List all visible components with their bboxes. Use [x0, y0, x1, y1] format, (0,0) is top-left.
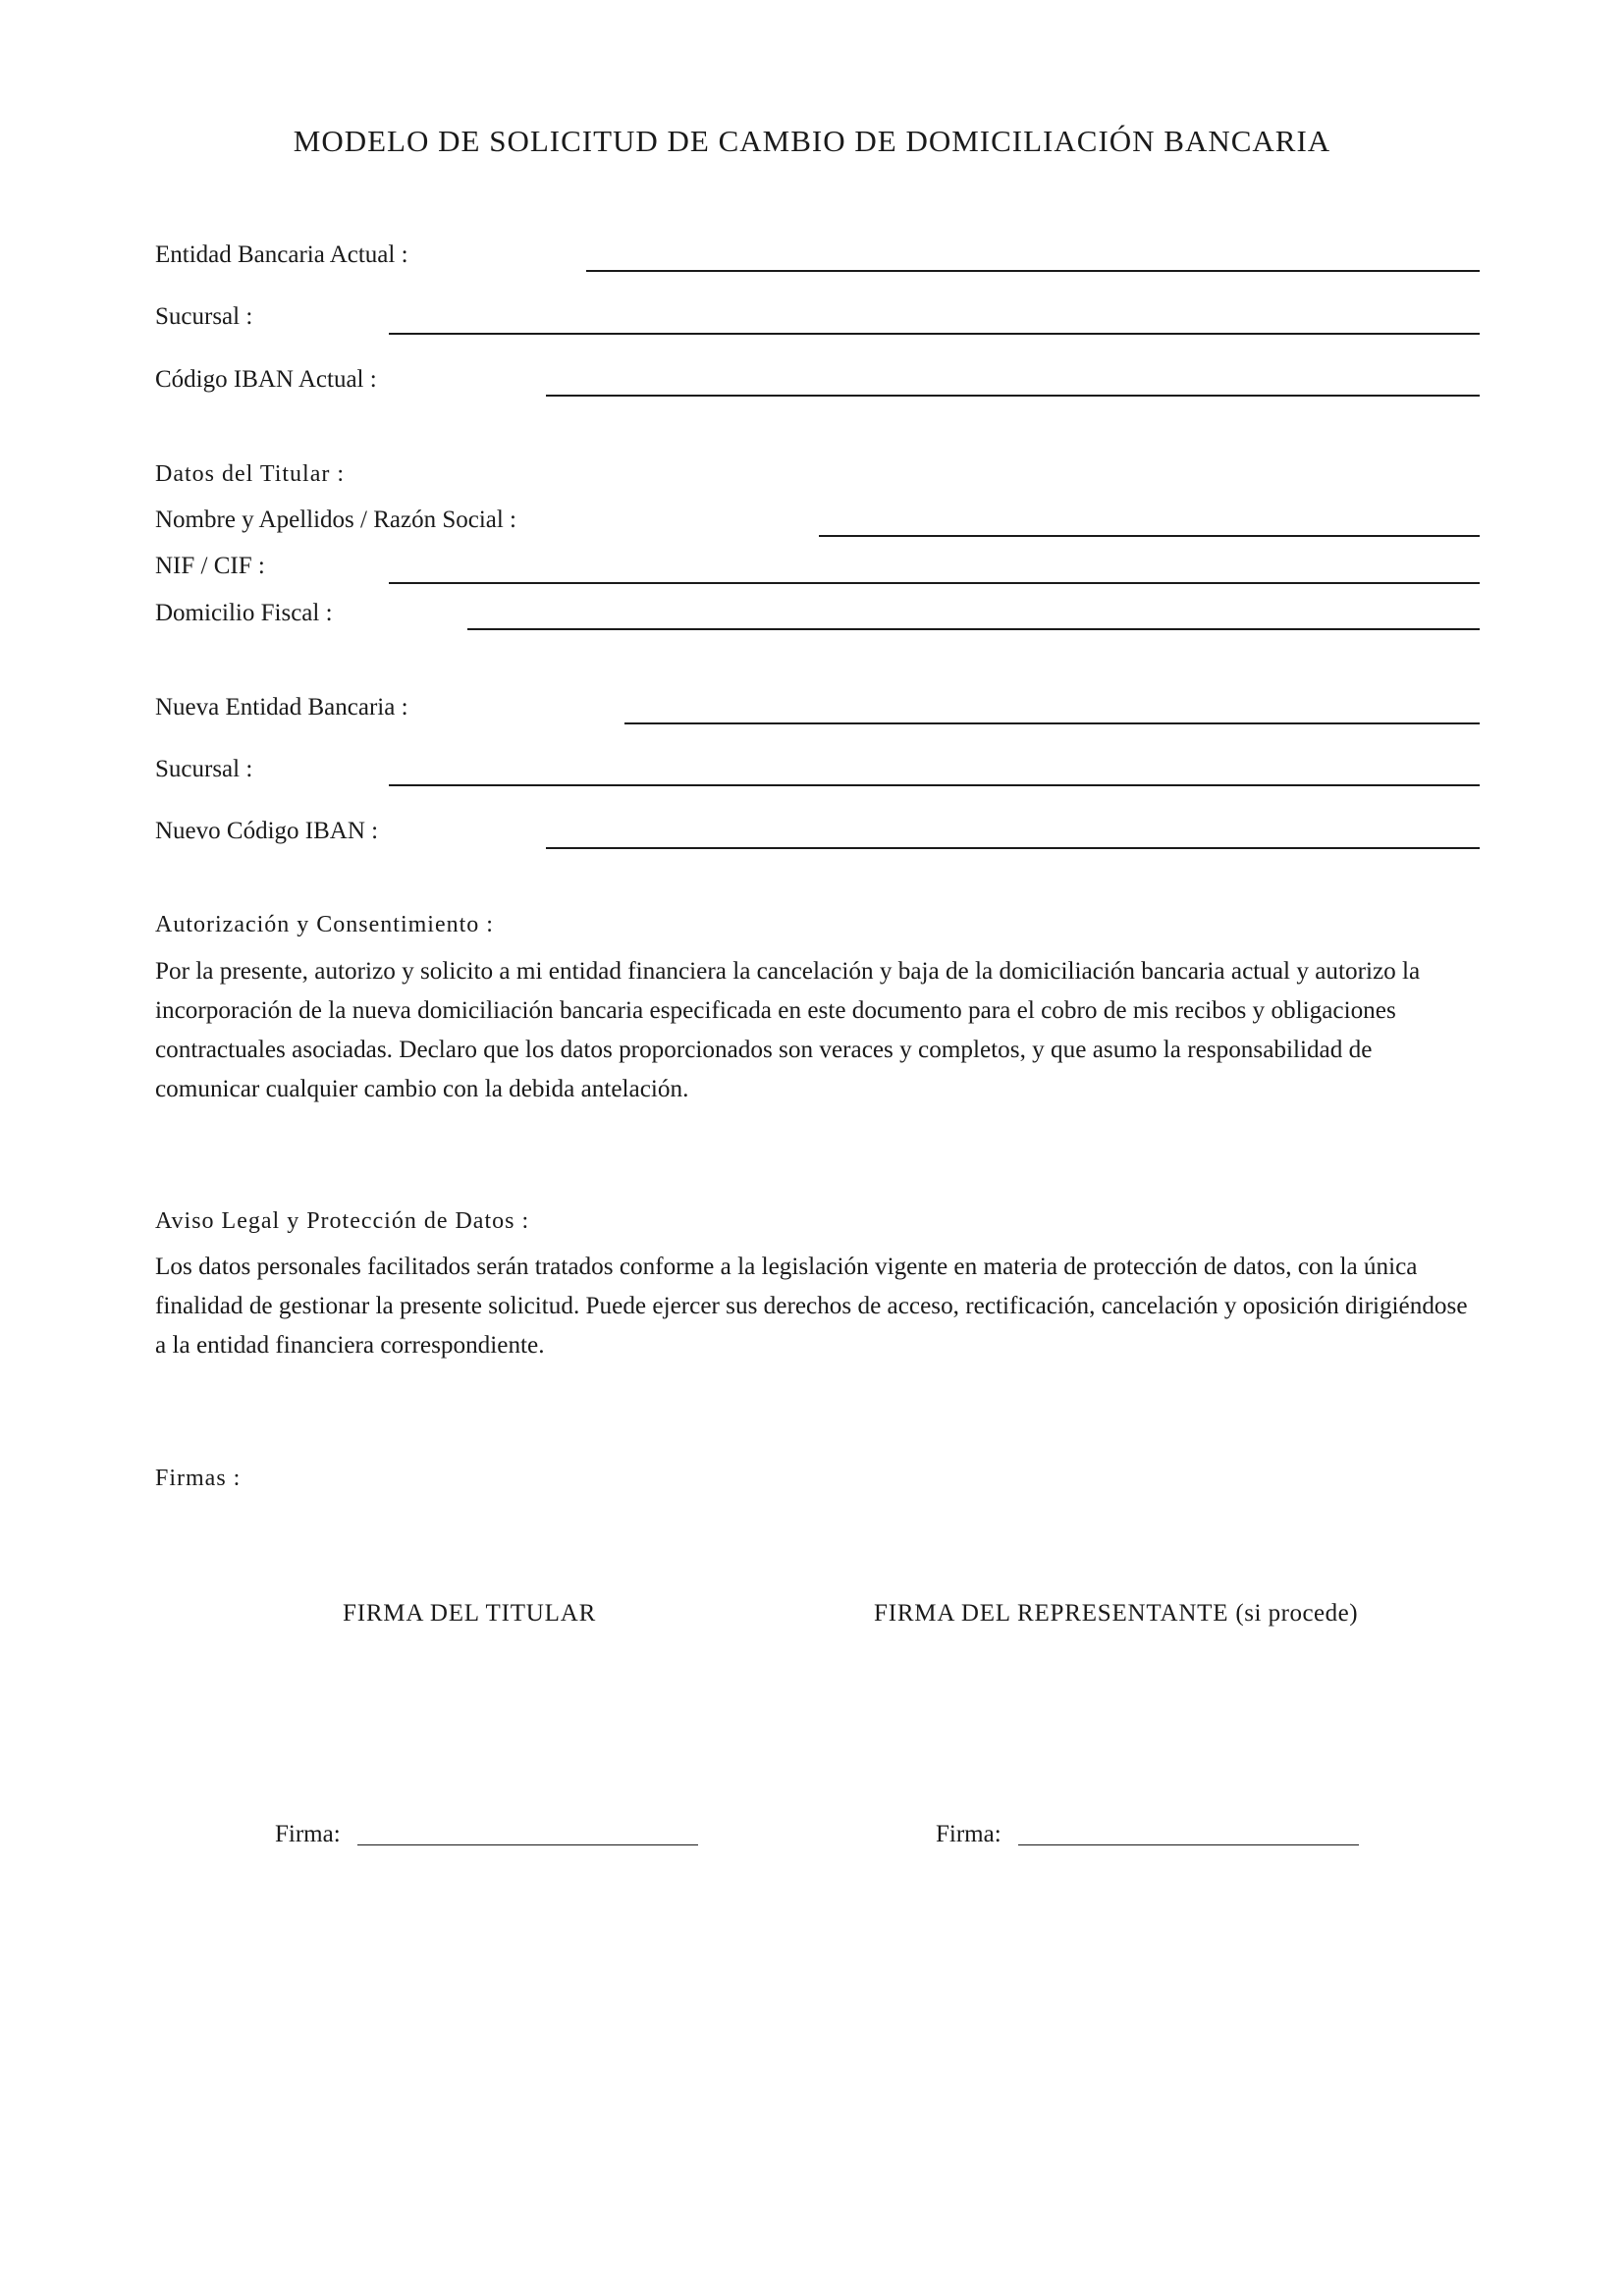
holder-nif-field[interactable]: [389, 582, 1480, 584]
authorization-heading: Autorización y Consentimiento :: [155, 912, 494, 937]
legal-heading: Aviso Legal y Protección de Datos :: [155, 1208, 530, 1234]
current-iban-label: Código IBAN Actual :: [155, 366, 377, 393]
holder-signature-line[interactable]: [357, 1844, 698, 1845]
representative-signature-line[interactable]: [1018, 1844, 1359, 1845]
holder-name-label: Nombre y Apellidos / Razón Social :: [155, 507, 517, 533]
authorization-text: Por la presente, autorizo y solicito a mi entidad financiera la cancelación y baja de la domiciliación bancaria actual y autorizo la incorporación de la nueva domiciliación bancaria especificada en este documento para el cobro de mis recibos y obligaciones contractuales asociadas. Declaro que los datos proporcionados son veraces y completos, y que asumo la responsabilidad de comunicar cualquier cambio con la debida antelación.: [155, 958, 1421, 1102]
holder-nif-label: NIF / CIF :: [155, 553, 265, 579]
current-branch-field[interactable]: [389, 333, 1480, 335]
new-branch-field[interactable]: [389, 784, 1480, 786]
new-bank-entity-field[interactable]: [624, 722, 1480, 724]
current-bank-entity-field[interactable]: [586, 270, 1480, 272]
representative-signature-heading: [874, 1598, 1358, 1629]
current-bank-entity-label: Entidad Bancaria Actual :: [155, 241, 408, 268]
legal-text: Los datos personales facilitados serán tratados conforme a la legislación vigente en materia de protección de datos, con la única finalidad de gestionar la presente solicitud. Puede ejercer sus derechos de acceso, rectificación, cancelación y oposición dirigiéndose a la entidad financiera correspondiente.: [155, 1254, 1468, 1359]
representative-signature-label: FIRMA DEL REPRESENTANTE: [874, 1600, 1229, 1627]
holder-signature-heading: FIRMA DEL TITULAR: [343, 1600, 597, 1627]
holder-heading: Datos del Titular :: [155, 461, 346, 487]
representative-firma-label: Firma:: [936, 1821, 1001, 1847]
representative-signature-note: (si procede): [1235, 1600, 1359, 1627]
holder-address-field[interactable]: [467, 628, 1480, 630]
document-title: MODELO DE SOLICITUD DE CAMBIO DE DOMICILIACIÓN BANCARIA: [293, 124, 1331, 158]
new-iban-label: Nuevo Código IBAN :: [155, 818, 379, 844]
new-iban-field[interactable]: [546, 847, 1480, 849]
signatures-heading: Firmas :: [155, 1466, 242, 1491]
holder-address-label: Domicilio Fiscal :: [155, 600, 333, 626]
current-branch-label: Sucursal :: [155, 303, 253, 330]
holder-name-field[interactable]: [819, 535, 1480, 537]
new-branch-label: Sucursal :: [155, 756, 253, 782]
holder-firma-label: Firma:: [275, 1821, 341, 1847]
current-iban-field[interactable]: [546, 395, 1480, 397]
new-bank-entity-label: Nueva Entidad Bancaria :: [155, 694, 408, 721]
